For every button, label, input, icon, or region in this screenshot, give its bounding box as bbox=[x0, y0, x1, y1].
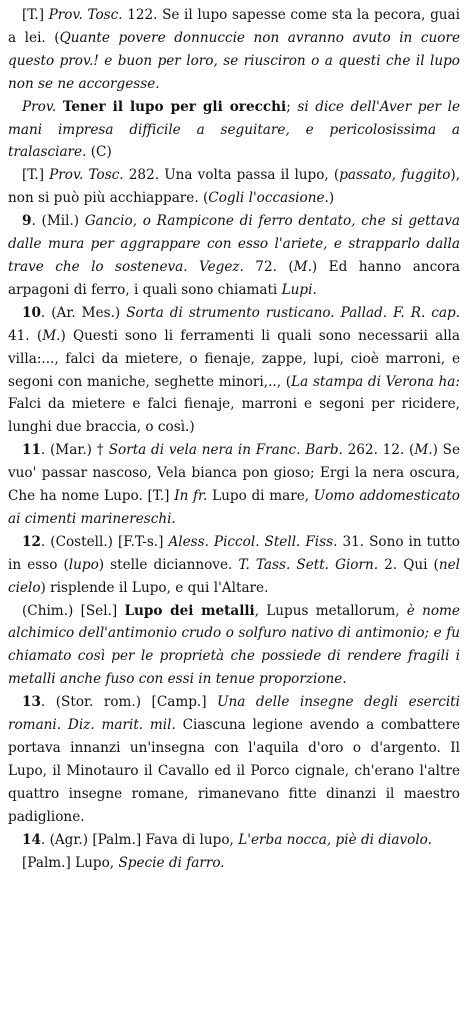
text-segment: 11 bbox=[22, 442, 41, 459]
text-segment: [Palm.] Lupo, bbox=[22, 854, 119, 871]
text-segment: Gancio, o Rampicone di ferro dentato, che si gettava dalle mura per aggrappare con esso l'ariete, e strapparlo dalla trave che lo sosteneva. Vegez. bbox=[8, 213, 460, 275]
text-segment: ) risplende il Lupo, e qui l'Altare. bbox=[40, 579, 269, 596]
text-segment: ) bbox=[328, 190, 335, 207]
text-segment: Cogli l'occasione. bbox=[208, 190, 329, 207]
entry-paragraph-tener-lupo-orecchi bbox=[8, 96, 460, 165]
text-segment: 31. Sono in tutto in esso ( bbox=[8, 533, 460, 573]
text-segment: 12 bbox=[22, 533, 41, 550]
text-segment: . (Costell.) [F.T-s.] bbox=[40, 533, 169, 550]
text-segment: La stampa di Verona ha: bbox=[291, 373, 460, 390]
text-segment: (C) bbox=[86, 144, 112, 161]
text-segment: ) stelle diciannove. bbox=[98, 556, 239, 573]
text-segment: Una delle insegne degli eserciti romani. Diz. marit. mil. bbox=[8, 694, 460, 734]
text-segment: , Lupus metallorum, bbox=[254, 602, 407, 619]
text-segment: Prov. bbox=[22, 98, 57, 115]
text-segment: In fr. bbox=[174, 488, 208, 505]
entry-paragraph-prov-tosc-122 bbox=[8, 4, 460, 96]
entry-paragraph-sense-9 bbox=[8, 210, 460, 302]
text-segment: 2. Qui ( bbox=[378, 556, 439, 573]
text-segment: . bbox=[312, 281, 317, 298]
text-segment: 282. Una volta passa il lupo, ( bbox=[123, 167, 340, 184]
text-segment: Lupo dei metalli bbox=[124, 602, 255, 619]
entry-paragraph-palm-lupo-farro bbox=[8, 852, 460, 875]
text-segment: 72. ( bbox=[243, 258, 294, 275]
text-segment: Sorta di vela nera in Franc. Barb. bbox=[108, 442, 343, 459]
text-segment: ) Ed hanno ancora arpagoni di ferro, i quali sono chiamati bbox=[8, 258, 460, 298]
text-segment: ), non si può più acchiappare. ( bbox=[8, 167, 461, 207]
text-segment: Lupi bbox=[281, 281, 313, 298]
text-segment: Prov. Tosc. bbox=[48, 7, 123, 23]
text-segment: ) Se vuo' passar nascoso, Vela bianca pon gioso; Ergi la nera oscura, Che ha nome Lupo. [T.] bbox=[8, 442, 461, 505]
text-segment: . (Agr.) [Palm.] Fava di lupo, bbox=[40, 831, 239, 848]
entry-paragraph-sense-13 bbox=[8, 691, 460, 828]
text-segment: Falci da mietere e falci fienaje, marroni e segoni per ricidere, lunghi due braccia, o così.) bbox=[8, 396, 460, 436]
text-segment: L'erba nocca, piè di diavolo. bbox=[238, 831, 432, 848]
text-segment: Specie di farro. bbox=[118, 854, 225, 871]
text-segment: M. bbox=[414, 442, 433, 459]
text-segment: . (Mil.) bbox=[31, 213, 85, 230]
text-segment: 10 bbox=[22, 304, 41, 321]
text-segment: Uomo addomesticato ai cimenti marinereschi. bbox=[8, 488, 460, 527]
text-segment: 14 bbox=[22, 831, 41, 848]
text-segment: 41. ( bbox=[8, 327, 43, 344]
text-segment: Sorta di strumento rusticano. Pallad. F. R. cap. bbox=[126, 304, 460, 321]
text-segment: 122. Se il lupo sapesse come sta la pecora, guai a lei. ( bbox=[8, 7, 460, 46]
text-segment: M. bbox=[42, 327, 61, 344]
text-segment: 13 bbox=[22, 694, 41, 711]
text-segment: . (Stor. rom.) [Camp.] bbox=[40, 694, 218, 711]
text-segment: [T.] bbox=[22, 167, 50, 184]
text-segment: Quante povere donnuccie non avranno avuto in cuore questo prov.! e buon per loro, se riusciron o a questi che il lupo non se ne accorgesse. bbox=[8, 29, 460, 92]
entry-paragraph-sense-11 bbox=[8, 439, 460, 531]
text-segment: si dice dell'Aver per le mani impresa difficile a seguitare, e pericolosissima a tralasciare. bbox=[8, 98, 460, 161]
text-segment: ; bbox=[286, 98, 298, 115]
text-segment: è nome alchimico dell'antimonio crudo o solfuro nativo di antimonio; e fu chiamato così per le proprietà che possiede di rendere fragili i metalli anche fuso con essi in tenue proporzione. bbox=[8, 602, 460, 688]
text-segment: (Chim.) [Sel.] bbox=[22, 602, 125, 619]
text-segment: 9 bbox=[22, 213, 32, 230]
text-segment: Prov. Tosc. bbox=[49, 167, 124, 184]
text-segment: . (Mar.) † bbox=[40, 442, 109, 459]
text-segment: ) Questi sono li ferramenti li quali sono necessarii alla villa:..., falci da mietere, o fienaje, zappe, lupi, cioè marroni, e segoni con maniche, seghette minori,.., ( bbox=[8, 327, 460, 390]
dictionary-page bbox=[8, 4, 460, 874]
entry-paragraph-prov-tosc-282 bbox=[8, 164, 460, 210]
text-segment bbox=[56, 99, 63, 115]
text-segment: Ciascuna legione avendo a combattere portava innanzi un'insegna con l'aquila d'oro o d'argento. Il Lupo, il Minotauro il Cavallo ed il Porco cignale, ch'erano l'altre quattro insegne romane, rimanevano fitte dinanzi il maestro padiglione. bbox=[8, 717, 460, 825]
entry-paragraph-sense-12 bbox=[8, 531, 460, 600]
text-segment: lupo bbox=[68, 556, 99, 573]
text-segment: nel cielo bbox=[8, 556, 461, 596]
text-segment: Lupo di mare, bbox=[207, 488, 314, 505]
text-segment: . (Ar. Mes.) bbox=[40, 304, 127, 321]
entry-paragraph-sense-14 bbox=[8, 829, 460, 852]
text-segment: Tener il lupo per gli orecchi bbox=[62, 98, 287, 115]
text-segment: Aless. Piccol. Stell. Fiss. bbox=[168, 533, 338, 550]
entry-paragraph-sense-10 bbox=[8, 302, 460, 439]
text-segment: M. bbox=[293, 258, 312, 275]
text-segment: T. Tass. Sett. Giorn. bbox=[238, 556, 379, 573]
text-segment: [T.] bbox=[22, 7, 49, 23]
entry-paragraph-lupo-dei-metalli bbox=[8, 600, 460, 692]
text-segment: passato, fuggito bbox=[339, 167, 451, 184]
text-segment: 262. 12. ( bbox=[342, 442, 415, 459]
